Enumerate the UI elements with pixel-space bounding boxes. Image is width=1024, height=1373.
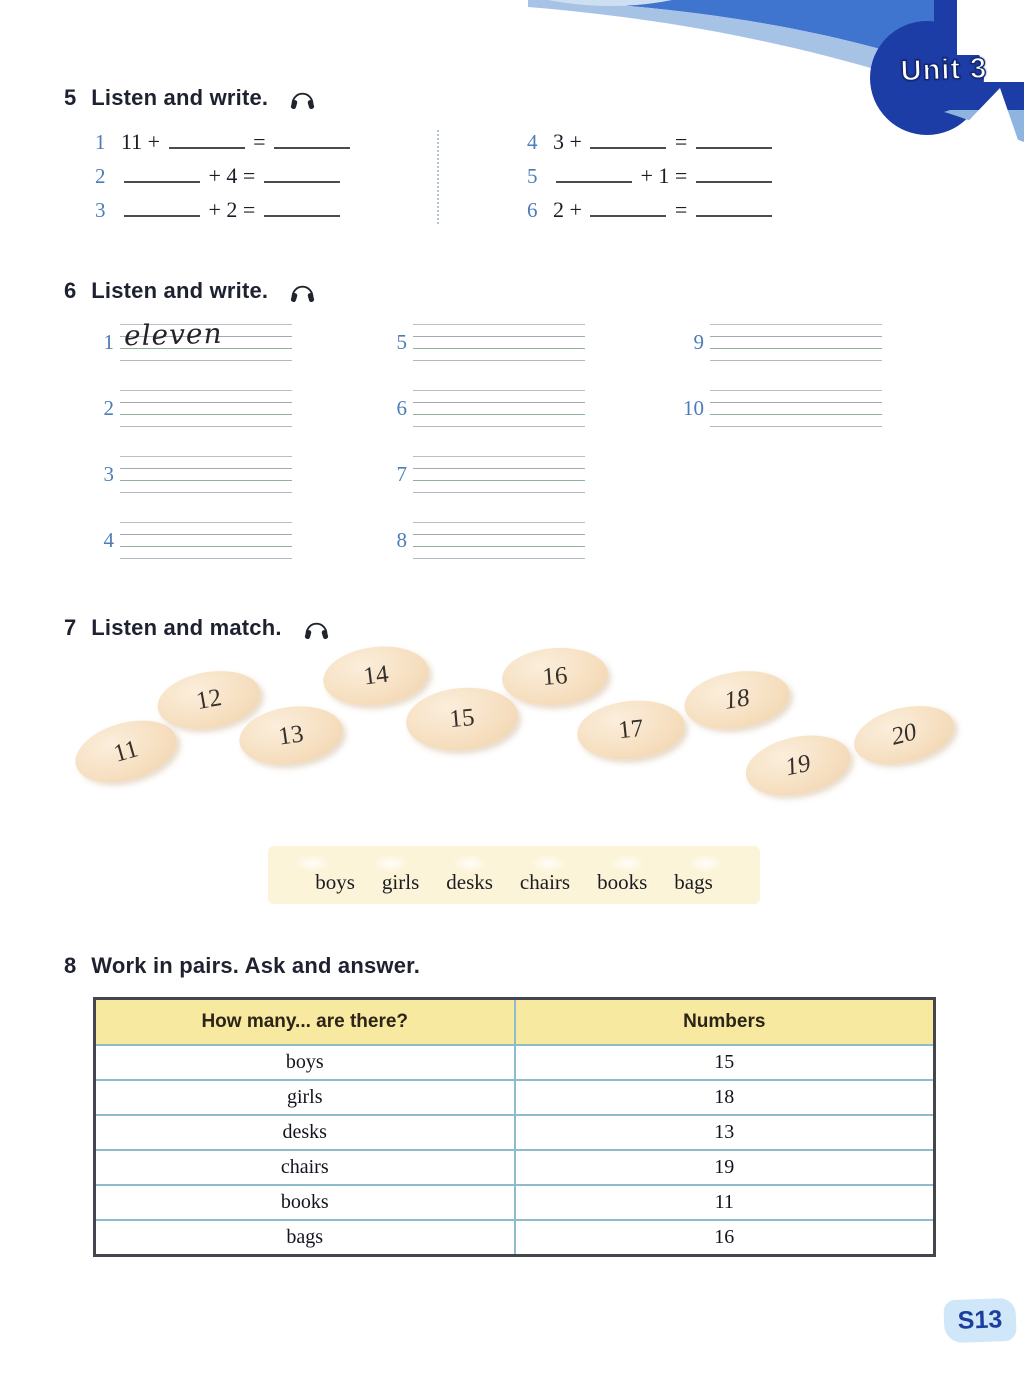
equation-text: 2 + [553, 197, 588, 222]
item-cell: bags [95, 1220, 515, 1256]
oval-number: 20 [888, 718, 920, 751]
table-header-row [95, 999, 935, 1046]
number-oval [740, 727, 856, 805]
unit-badge: Unit 3 [900, 52, 988, 88]
equation-text: 11 + [121, 129, 166, 154]
item-number: 3 [103, 462, 114, 486]
item-number: 4 [527, 130, 538, 154]
exercise-6-heading [64, 278, 316, 304]
number-cell: 16 [515, 1220, 935, 1256]
item-number: 8 [396, 528, 407, 552]
item-cell: chairs [95, 1150, 515, 1185]
number-oval [680, 664, 793, 736]
writing-column-3 [680, 324, 880, 456]
equation-row [95, 129, 353, 153]
exercise-title: Listen and match. [91, 615, 282, 640]
guide-line [120, 390, 292, 391]
number-oval [574, 696, 687, 765]
handwriting-lines [120, 456, 292, 494]
exercise-number: 6 [64, 278, 77, 303]
answer-blank [124, 198, 200, 217]
answer-blank [274, 130, 350, 149]
number-oval [320, 641, 432, 711]
item-number: 3 [95, 198, 106, 222]
equation-text: + 2 = [203, 197, 261, 222]
column-divider [437, 130, 439, 224]
guide-line [710, 360, 882, 361]
guide-line [413, 324, 585, 325]
handwriting-lines [413, 324, 585, 362]
equation-row [95, 197, 353, 221]
how-many-table [93, 997, 936, 1257]
handwriting-lines [413, 522, 585, 560]
equation-text: + 4 = [203, 163, 261, 188]
equation-row [527, 163, 775, 187]
writing-item [383, 390, 583, 428]
answer-blank [556, 164, 632, 183]
guide-line [120, 546, 292, 547]
match-word: bags [674, 870, 713, 894]
item-number: 2 [103, 396, 114, 420]
guide-line [710, 414, 882, 415]
oval-number: 13 [276, 719, 306, 751]
writing-item [383, 456, 583, 494]
guide-line [120, 534, 292, 535]
exercise-title: Listen and write. [91, 85, 269, 110]
exercise-8-heading [64, 953, 420, 979]
writing-item [680, 390, 880, 428]
guide-line [120, 480, 292, 481]
guide-line [710, 336, 882, 337]
equation-text: = [669, 197, 693, 222]
guide-line [413, 360, 585, 361]
match-word: girls [381, 870, 420, 894]
number-cell: 15 [515, 1045, 935, 1080]
number-oval [848, 696, 960, 773]
oval-number: 12 [194, 684, 224, 715]
oval-number: 11 [110, 734, 142, 768]
guide-line [413, 390, 585, 391]
handwritten-word: eleven [123, 316, 223, 353]
table-row [95, 1185, 935, 1220]
number-cell: 18 [515, 1080, 935, 1115]
number-oval [236, 700, 347, 771]
match-word: books [597, 870, 648, 894]
exercise-5-heading [64, 85, 316, 111]
guide-line [710, 324, 882, 325]
guide-line [120, 522, 292, 523]
match-word: boys [315, 870, 355, 894]
equation-text: 3 + [553, 129, 588, 154]
headphones-icon [289, 85, 316, 111]
item-number: 5 [527, 164, 538, 188]
writing-item [680, 324, 880, 362]
guide-line [413, 456, 585, 457]
guide-line [710, 348, 882, 349]
item-number: 4 [103, 528, 114, 552]
match-words-band [268, 846, 760, 904]
exercise-7-heading [64, 615, 330, 641]
guide-line [413, 426, 585, 427]
number-oval [500, 644, 610, 708]
oval-number: 19 [782, 749, 813, 781]
guide-line [413, 546, 585, 547]
handwriting-lines [120, 522, 292, 560]
guide-line [413, 480, 585, 481]
exercise-number: 8 [64, 953, 77, 978]
item-number: 9 [693, 330, 704, 354]
oval-number: 18 [722, 684, 752, 715]
item-number: 1 [103, 330, 114, 354]
guide-line [413, 348, 585, 349]
writing-item [90, 390, 290, 428]
guide-line [120, 414, 292, 415]
writing-item [90, 522, 290, 560]
table-header-cell: Numbers [515, 999, 935, 1046]
equation-row [95, 163, 353, 187]
answer-blank [264, 198, 340, 217]
answer-blank [169, 130, 245, 149]
equation-row [527, 197, 775, 221]
table-row [95, 1220, 935, 1256]
oval-number: 15 [448, 703, 476, 734]
equations-left-column [95, 129, 353, 231]
answer-blank [696, 130, 772, 149]
item-cell: desks [95, 1115, 515, 1150]
exercise-number: 5 [64, 85, 77, 110]
item-number: 2 [95, 164, 106, 188]
guide-line [413, 468, 585, 469]
table-row [95, 1080, 935, 1115]
guide-line [710, 426, 882, 427]
writing-column-1 [90, 316, 290, 588]
guide-line [120, 360, 292, 361]
item-number: 6 [396, 396, 407, 420]
number-oval [68, 710, 184, 793]
table-row [95, 1115, 935, 1150]
guide-line [710, 402, 882, 403]
answer-blank [264, 164, 340, 183]
number-cell: 13 [515, 1115, 935, 1150]
oval-number: 14 [361, 660, 390, 691]
handwriting-lines [710, 390, 882, 428]
match-word: desks [446, 870, 493, 894]
oval-number: 16 [541, 661, 569, 691]
guide-line [413, 522, 585, 523]
guide-line [413, 534, 585, 535]
answer-blank [696, 198, 772, 217]
match-word: chairs [519, 870, 571, 894]
writing-item [90, 456, 290, 494]
handwriting-lines [413, 390, 585, 428]
exercise-number: 7 [64, 615, 77, 640]
item-number: 5 [396, 330, 407, 354]
item-number: 1 [95, 130, 106, 154]
equation-text: + 1 = [635, 163, 693, 188]
headphones-icon [289, 278, 316, 304]
item-number: 10 [683, 396, 704, 420]
item-cell: books [95, 1185, 515, 1220]
writing-item [90, 316, 290, 362]
oval-number: 17 [617, 714, 645, 745]
writing-item [383, 324, 583, 362]
equation-text: = [247, 129, 272, 154]
handwriting-lines [710, 324, 882, 362]
guide-line [120, 456, 292, 457]
equations-right-column [527, 129, 775, 231]
page-number: S13 [957, 1305, 1003, 1335]
guide-line [120, 426, 292, 427]
page-number-badge [943, 1298, 1016, 1343]
guide-line [413, 402, 585, 403]
guide-line [413, 336, 585, 337]
handwriting-lines [120, 390, 292, 428]
number-cell: 19 [515, 1150, 935, 1185]
writing-item [383, 522, 583, 560]
answer-blank [590, 130, 666, 149]
number-cell: 11 [515, 1185, 935, 1220]
table-row [95, 1150, 935, 1185]
table-row [95, 1045, 935, 1080]
answer-blank [124, 164, 200, 183]
handwriting-lines [413, 456, 585, 494]
guide-line [413, 492, 585, 493]
item-number: 7 [396, 462, 407, 486]
guide-line [413, 414, 585, 415]
headphones-icon [303, 615, 330, 641]
guide-line [710, 390, 882, 391]
writing-column-2 [383, 324, 583, 588]
number-oval [404, 683, 521, 755]
guide-line [120, 558, 292, 559]
guide-line [413, 558, 585, 559]
answer-blank [590, 198, 666, 217]
guide-line [120, 402, 292, 403]
table-header-cell: How many... are there? [95, 999, 515, 1046]
answer-blank [696, 164, 772, 183]
equation-text: = [669, 129, 693, 154]
exercise-title: Listen and write. [91, 278, 269, 303]
item-cell: girls [95, 1080, 515, 1115]
item-cell: boys [95, 1045, 515, 1080]
exercise-title: Work in pairs. Ask and answer. [91, 953, 421, 978]
item-number: 6 [527, 198, 538, 222]
guide-line [120, 492, 292, 493]
guide-line [120, 468, 292, 469]
equation-row [527, 129, 775, 153]
